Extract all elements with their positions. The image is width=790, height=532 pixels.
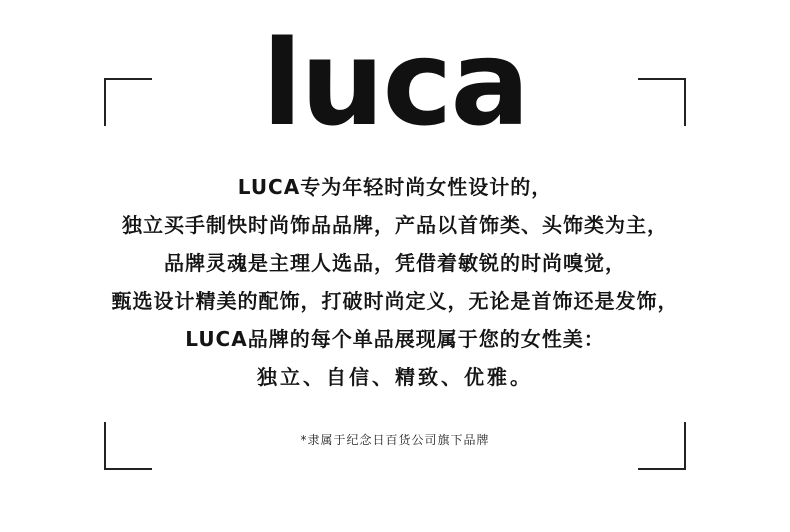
brand-logo — [0, 14, 790, 152]
description-line: 品牌灵魂是主理人选品，凭借着敏锐的时尚嗅觉， — [164, 251, 626, 275]
description-line: 甄选设计精美的配饰，打破时尚定义，无论是首饰还是发饰， — [111, 289, 679, 313]
description-line: LUCA专为年轻时尚女性设计的， — [237, 175, 553, 199]
description-line: LUCA品牌的每个单品展现属于您的女性美： — [185, 327, 605, 351]
description-line: 独立、自信、精致、优雅。 — [257, 365, 533, 389]
brand-logo-text: luca — [261, 14, 529, 152]
description-line: 独立买手制快时尚饰品品牌，产品以首饰类、头饰类为主， — [122, 213, 668, 237]
description-block — [0, 168, 790, 396]
footnote-text: *隶属于纪念日百货公司旗下品牌 — [300, 433, 490, 447]
